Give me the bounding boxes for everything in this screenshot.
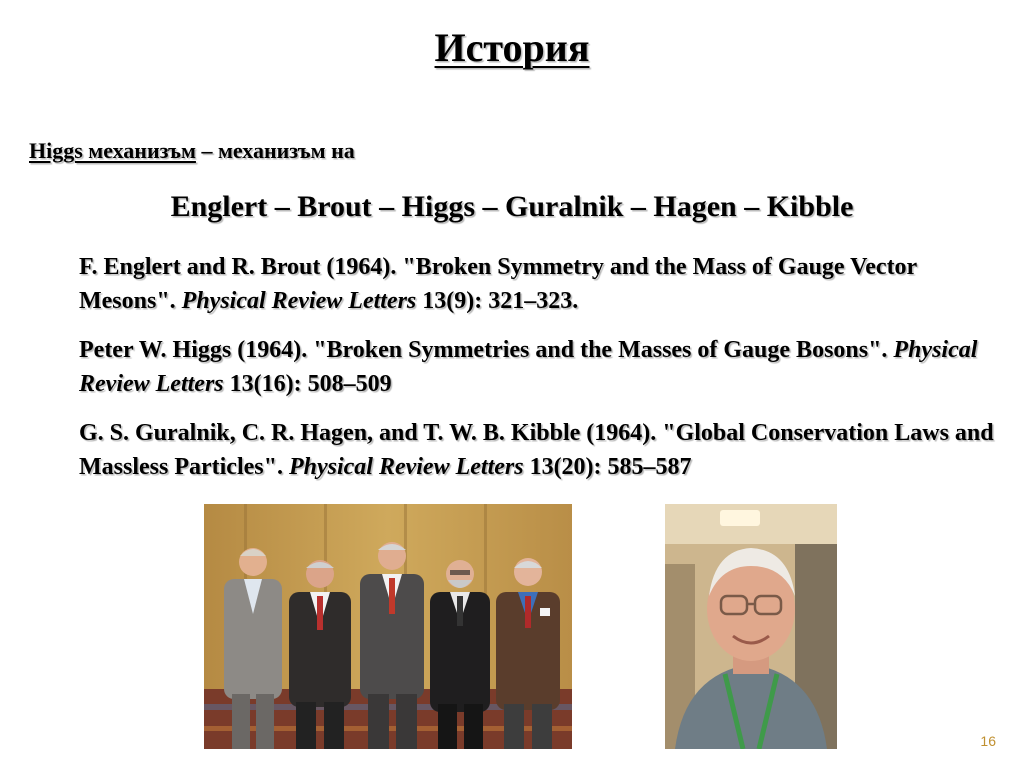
reference-details: 13(9): 321–323. <box>416 288 579 314</box>
reference-journal: Physical Review Letters <box>79 337 978 397</box>
reference-details: 13(16): 508–509 <box>223 371 392 397</box>
page-number: 16 <box>980 733 996 749</box>
portrait-photo <box>665 504 837 749</box>
reference-englert-brout <box>79 250 999 318</box>
portrait-photo-image <box>665 504 837 749</box>
reference-citation: G. S. Guralnik, C. R. Hagen, and T. W. B. Kibble (1964). "Global Conservation Laws and Massless Particles". <box>79 420 994 480</box>
intro-term: Higgs механизъм <box>29 138 196 163</box>
reference-guralnik-hagen-kibble <box>79 416 999 484</box>
intro-rest: – механизъм на <box>195 138 355 163</box>
reference-citation: Peter W. Higgs (1964). "Broken Symmetries and the Masses of Gauge Bosons". <box>79 337 894 363</box>
reference-citation: F. Englert and R. Brout (1964). "Broken Symmetry and the Mass of Gauge Vector Mesons". <box>79 254 917 314</box>
reference-list <box>79 250 999 499</box>
intro-line <box>29 138 355 164</box>
group-photo-image <box>204 504 572 749</box>
reference-higgs <box>79 333 999 401</box>
reference-details: 13(20): 585–587 <box>523 454 692 480</box>
reference-journal: Physical Review Letters <box>181 288 417 314</box>
reference-journal: Physical Review Letters <box>288 454 524 480</box>
group-photo <box>204 504 572 749</box>
physicists-names: Englert – Brout – Higgs – Guralnik – Hagen – Kibble <box>170 190 854 223</box>
slide-title: История <box>434 25 590 70</box>
